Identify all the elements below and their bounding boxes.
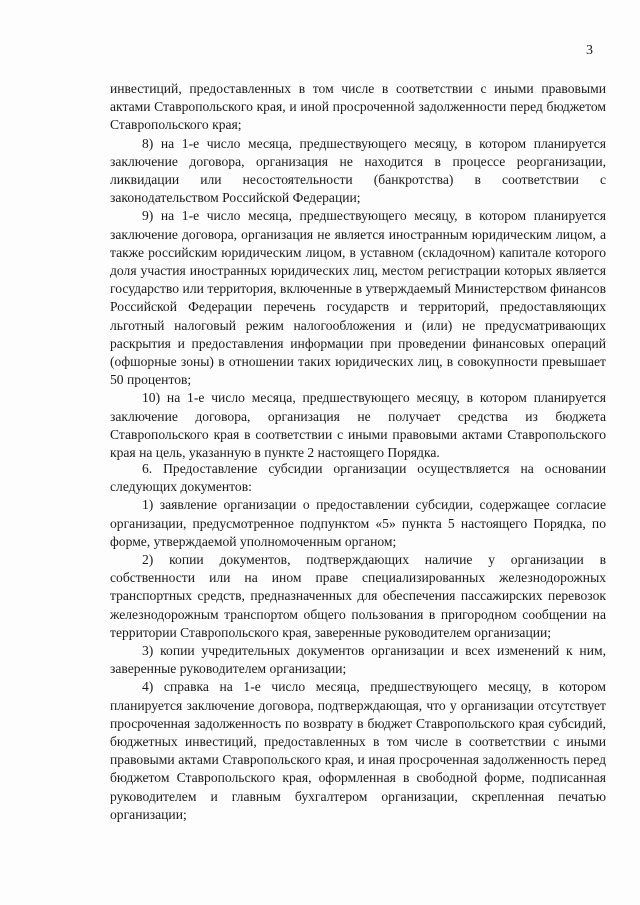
paragraph-section-6: 6. Предоставление субсидии организации осуществляется на основании следующих документов: [110,461,606,495]
page-number: 3 [586,43,593,58]
paragraph-item-10: 10) на 1-е число месяца, предшествующего месяцу, в котором планируется заключение договора, организация не получает средства из бюджета Ставропольского края в соответствии с иными правовыми актами Ставропольского края на цель, указанную в пункте 2 настоящего Порядка. [110,390,606,461]
text-block-documents [110,460,606,824]
paragraph-doc-item-3: 3) копии учредительных документов организации и всех изменений к ним, заверенные руководителем организации; [110,643,606,677]
paragraph-item-9: 9) на 1-е число месяца, предшествующего месяцу, в котором планируется заключение договора, организация не является иностранным юридическим лицом, а также российским юридическим лицом, в уставном (складочном) капитале которого доля участия иностранных юридических лиц, местом регистрации которых является государство или территория, включенные в утверждаемый Министерством финансов Российской Федерации перечень государств и территорий, предоставляющих льготный налоговый режим налогообложения и (или) не предусматривающих раскрытия и предоставления информации при проведении финансовых операций (офшорные зоны) в отношении таких юридических лиц, в совокупности превышает 50 процентов; [110,208,606,388]
text-block-conditions [110,80,606,462]
paragraph-doc-item-4: 4) справка на 1-е число месяца, предшествующего месяцу, в котором планируется заключение договора, подтверждающая, что у организации отсутствует просроченная задолженность по возврату в бюджет Ставропольского края субсидий, бюджетных инвестиций, предоставленных в том числе в соответствии с иными правовыми актами Ставропольского края, и иная просроченная задолженность перед бюджетом Ставропольского края, оформленная в свободной форме, подписанная руководителем и главным бухгалтером организации, скрепленная печатью организации; [110,679,606,822]
paragraph-doc-item-2: 2) копии документов, подтверждающих наличие у организации в собственности или на ином праве специализированных железнодорожных транспортных средств, предназначенных для обеспечения пассажирских перевозок железнодорожным транспортом общего пользования в пригородном сообщении на территории Ставропольского края, заверенные руководителем организации; [110,552,606,640]
paragraph-continuation: инвестиций, предоставленных в том числе в соответствии с иными правовыми актами Ставропольского края, и иной просроченной задолженности перед бюджетом Ставропольского края; [110,81,606,133]
paragraph-doc-item-1: 1) заявление организации о предоставлении субсидии, содержащее согласие организации, предусмотренное подпунктом «5» пункта 5 настоящего Порядка, по форме, утверждаемой уполномоченным органом; [110,497,606,549]
paragraph-item-8: 8) на 1-е число месяца, предшествующего месяцу, в котором планируется заключение договора, организация не находится в процессе реорганизации, ликвидации или несостоятельности (банкротства) в соответствии с законодательством Российской Федерации; [110,135,606,206]
